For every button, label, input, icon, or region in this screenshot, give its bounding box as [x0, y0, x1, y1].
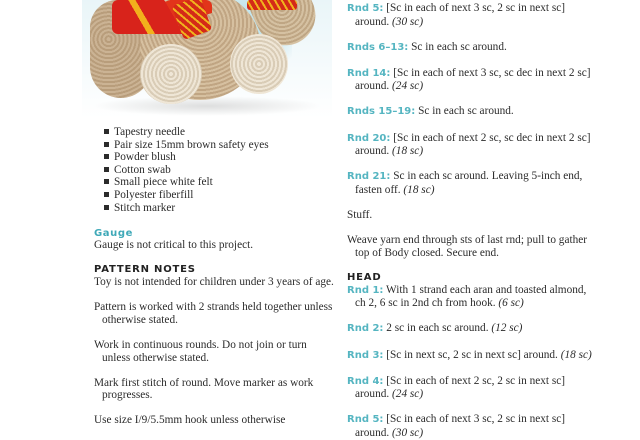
round-text: [Sc in each of next 2 sc, sc dec in next 2 sc] around.: [355, 131, 591, 158]
pattern-note: Use size I/9/5.5mm hook unless otherwise: [94, 414, 286, 427]
round-instruction: [347, 132, 592, 158]
round-text: [Sc in each of next 3 sc, 2 sc in next sc] around.: [355, 2, 566, 28]
materials-item: [94, 164, 334, 177]
round-text: [Sc in next sc, 2 sc in next sc] around.: [386, 348, 558, 361]
stitch-count: (24 sc): [392, 388, 424, 401]
round-label: Rnd 21:: [347, 171, 391, 183]
bullet-icon: [104, 154, 109, 159]
round-text: [Sc in each of next 3 sc, 2 sc in next sc] around.: [355, 413, 566, 439]
round-instruction: [347, 2, 592, 28]
pattern-notes-heading: PATTERN NOTES: [94, 264, 196, 276]
round-instruction: [347, 284, 592, 310]
materials-list: [94, 126, 334, 214]
bullet-icon: [104, 142, 109, 147]
round-instruction: [347, 322, 592, 336]
materials-item-text: Powder blush: [114, 151, 176, 164]
stitch-count: (12 sc): [491, 322, 523, 335]
pattern-note: Pattern is worked with 2 strands held together unless otherwise stated.: [94, 301, 333, 326]
gauge-text: Gauge is not critical to this project.: [94, 239, 254, 252]
body-finish-text: Stuff.: [347, 208, 373, 221]
stitch-count: (18 sc): [403, 183, 435, 196]
round-instruction: [347, 41, 592, 55]
stitch-count: (18 sc): [392, 145, 424, 158]
materials-item-text: Cotton swab: [114, 163, 171, 176]
materials-item-text: Pair size 15mm brown safety eyes: [114, 138, 269, 151]
stitch-count: (30 sc): [392, 426, 424, 439]
body-finish-text: Weave yarn end through sts of last rnd; pull to gather top of Body closed. Secure end.: [347, 234, 588, 259]
bullet-icon: [104, 167, 109, 172]
gauge-heading: Gauge: [94, 228, 134, 240]
bullet-icon: [104, 192, 109, 197]
right-column: [347, 2, 592, 439]
bullet-icon: [104, 179, 109, 184]
materials-item-text: Polyester fiberfill: [114, 188, 194, 201]
pattern-note: Toy is not intended for children under 3 years of age.: [94, 276, 334, 289]
bear-right-foot: [230, 34, 288, 94]
round-label: Rnd 4:: [347, 375, 384, 387]
bear-left-foot: [140, 44, 202, 104]
round-label: Rnd 2:: [347, 323, 384, 335]
round-instruction: [347, 375, 592, 401]
round-text: Sc in each sc around.: [418, 105, 514, 118]
round-text: Sc in each sc around.: [411, 40, 507, 53]
materials-item: [94, 139, 334, 152]
materials-item-text: Small piece white felt: [114, 176, 213, 189]
round-text: 2 sc in each sc around.: [386, 322, 489, 335]
left-column: [94, 126, 334, 427]
round-label: Rnd 3:: [347, 349, 384, 361]
head-section-heading: HEAD: [347, 271, 382, 283]
round-text: [Sc in each of next 3 sc, sc dec in next 2 sc] around.: [355, 66, 591, 93]
stitch-count: (18 sc): [560, 348, 592, 361]
round-label: Rnds 15–19:: [347, 106, 416, 118]
pattern-note: Work in continuous rounds. Do not join or turn unless otherwise stated.: [94, 339, 307, 364]
bullet-icon: [104, 205, 109, 210]
round-text: With 1 strand each aran and toasted almond, ch 2, 6 sc in 2nd ch from hook.: [355, 283, 587, 310]
bullet-icon: [104, 129, 109, 134]
round-instruction: [347, 413, 592, 439]
round-instruction: [347, 105, 592, 119]
round-instruction: [347, 349, 592, 363]
round-label: Rnd 5:: [347, 414, 384, 426]
materials-item-text: Stitch marker: [114, 201, 176, 214]
stitch-count: (6 sc): [498, 297, 524, 310]
bear-scarf-end: [247, 0, 297, 10]
materials-item: [94, 126, 334, 139]
materials-item: [94, 151, 334, 164]
round-label: Rnd 5:: [347, 3, 384, 14]
teddy-bear-photo: [82, 0, 332, 118]
round-text: [Sc in each of next 2 sc, 2 sc in next sc] around.: [355, 374, 566, 401]
round-label: Rnds 6–13:: [347, 41, 409, 53]
round-label: Rnd 1:: [347, 284, 384, 296]
pattern-note: Mark first stitch of round. Move marker as work progresses.: [94, 376, 314, 402]
round-text: Sc in each sc around. Leaving 5-inch end, fasten off.: [355, 170, 583, 196]
round-instruction: [347, 67, 592, 93]
stitch-count: (24 sc): [392, 80, 424, 93]
materials-item-text: Tapestry needle: [114, 126, 186, 138]
materials-item: [94, 202, 334, 215]
materials-item: [94, 189, 334, 202]
stitch-count: (30 sc): [392, 15, 424, 28]
materials-item: [94, 176, 334, 189]
round-label: Rnd 20:: [347, 132, 391, 144]
round-label: Rnd 14:: [347, 67, 391, 79]
round-instruction: [347, 170, 592, 196]
